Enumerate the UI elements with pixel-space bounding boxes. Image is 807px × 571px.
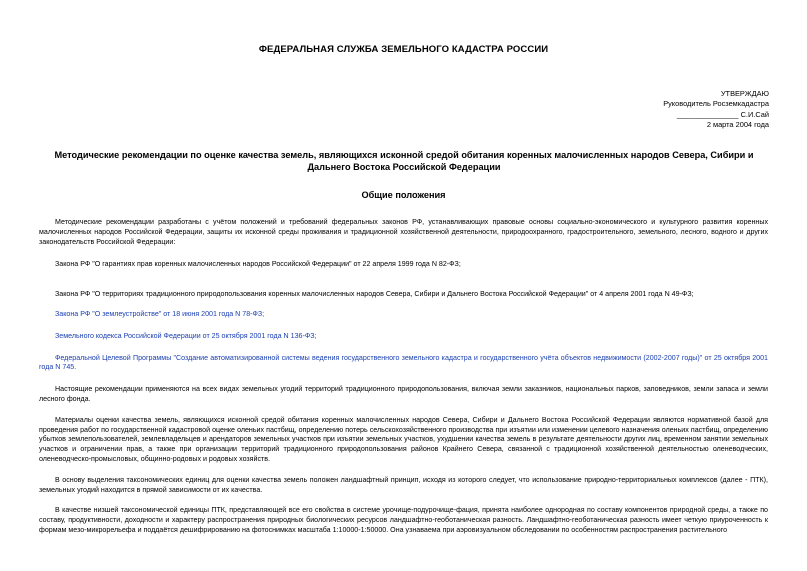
approval-signature: _______________ С.И.Сай [676, 109, 769, 119]
section-title: Общие положения [361, 190, 446, 200]
law-link-land-code[interactable]: Земельного кодекса Российской Федерации от 25 октября 2001 года N 136-ФЗ; [55, 331, 317, 340]
document-title: Методические рекомендации по оценке качества земель, являющихся исконной средой обитания коренных малочисленных народов Севера, Сибири и Дальнего Востока Российской Федерации [54, 150, 754, 172]
paragraph: Методические рекомендации разработаны с учётом положений и требований федеральных законов РФ, устанавливающих правовые основы социально-экономического и культурного развития коренных малочисленных народов Российской Федерации, защиты их исконной среды проживания и традиционной хозяйственной деятельности, природоохранного, градостроительного, земельного, лесного, водного и других законодательств Российской Федерации: [39, 218, 768, 246]
paragraph: Закона РФ "О территориях традиционного природопользования коренных малочисленных народов Севера, Сибири и Дальнего Востока Российской Федерации" от 4 апреля 2001 года N 49-ФЗ; [55, 290, 694, 299]
approval-position: Руководитель Росземкадастра [663, 99, 769, 109]
law-link-federal-program[interactable]: Федеральной Целевой Программы "Создание автоматизированной системы ведения государственного земельного кадастра и государственного учёта объектов недвижимости (2002-2007 годы)" от 25 октября 2001 года N 745. [39, 353, 768, 372]
paragraph: Настоящие рекомендации применяются на всех видах земельных угодий территорий традиционного природопользования, включая земли заказников, национальных парков, заповедников, земли запаса и земли лесного фонда. [39, 385, 768, 403]
paragraph: Закона РФ "О гарантиях прав коренных малочисленных народов Российской Федерации" от 22 апреля 1999 года N 82-ФЗ; [55, 260, 461, 269]
paragraph: В качестве низшей таксономической единицы ПТК, представляющей все его свойства в системе урочище-подурочище-фация, принята наиболее однородная по составу компонентов природной среды, а также по составу, продуктивности, доходности и характеру распространения природных биологических ресурсов ландшафтно-геоботаническая разность. Ландшафтно-геоботаническая разность имеет четкую приуроченность к формам мезо-микрорельефа и поддаётся дешифрированию на фотоснимках масштаба 1:10000-1:50000. Она узнаваема при аэровизуальном обследовании по особенностям распространения растительного [39, 506, 768, 534]
approval-date: 2 марта 2004 года [706, 120, 769, 130]
paragraph-link [39, 310, 768, 320]
approval-approve: УТВЕРЖДАЮ [720, 89, 769, 98]
paragraph: В основу выделения таксономических единиц для оценки качества земель положен ландшафтный принцип, исходя из которого следует, что использование природно-территориальных комплексов (далее - ПТК), земельных угодий находится в прямой зависимости от их качества. [39, 475, 768, 494]
paragraph-link [39, 332, 768, 342]
paragraph-link [39, 354, 768, 374]
agency-heading: ФЕДЕРАЛЬНАЯ СЛУЖБА ЗЕМЕЛЬНОГО КАДАСТРА РОССИИ [258, 44, 549, 55]
paragraph: Материалы оценки качества земель, являющихся исконной средой обитания коренных малочисленных народов Севера, Сибири и Дальнего Востока Российской Федерации являются нормативной базой для проведения работ по государственной кадастровой оценке оленьих пастбищ, определению потерь сельскохозяйственного производства при изъятии или изменении целевого назначения оленьих пастбищ, определению убытков землепользователей, землевладельцев и арендаторов земельных участков при изъятии земельных участков, ухудшении качества земель в результате деятельности других лиц, временном занятии земельных участков и ограничении прав, а также при организации территорий традиционного природопользования районов Крайнего Севера, связанной с традиционной хозяйственной деятельностью оленеводческих, оленеводческо-промысловых, общинно-родовых и родовых хозяйств. [39, 415, 768, 463]
document-body [39, 218, 768, 536]
law-link-land-management[interactable]: Закона РФ "О землеустройстве" от 18 июня 2001 года N 78-ФЗ; [55, 309, 265, 318]
approval-block [663, 89, 769, 131]
